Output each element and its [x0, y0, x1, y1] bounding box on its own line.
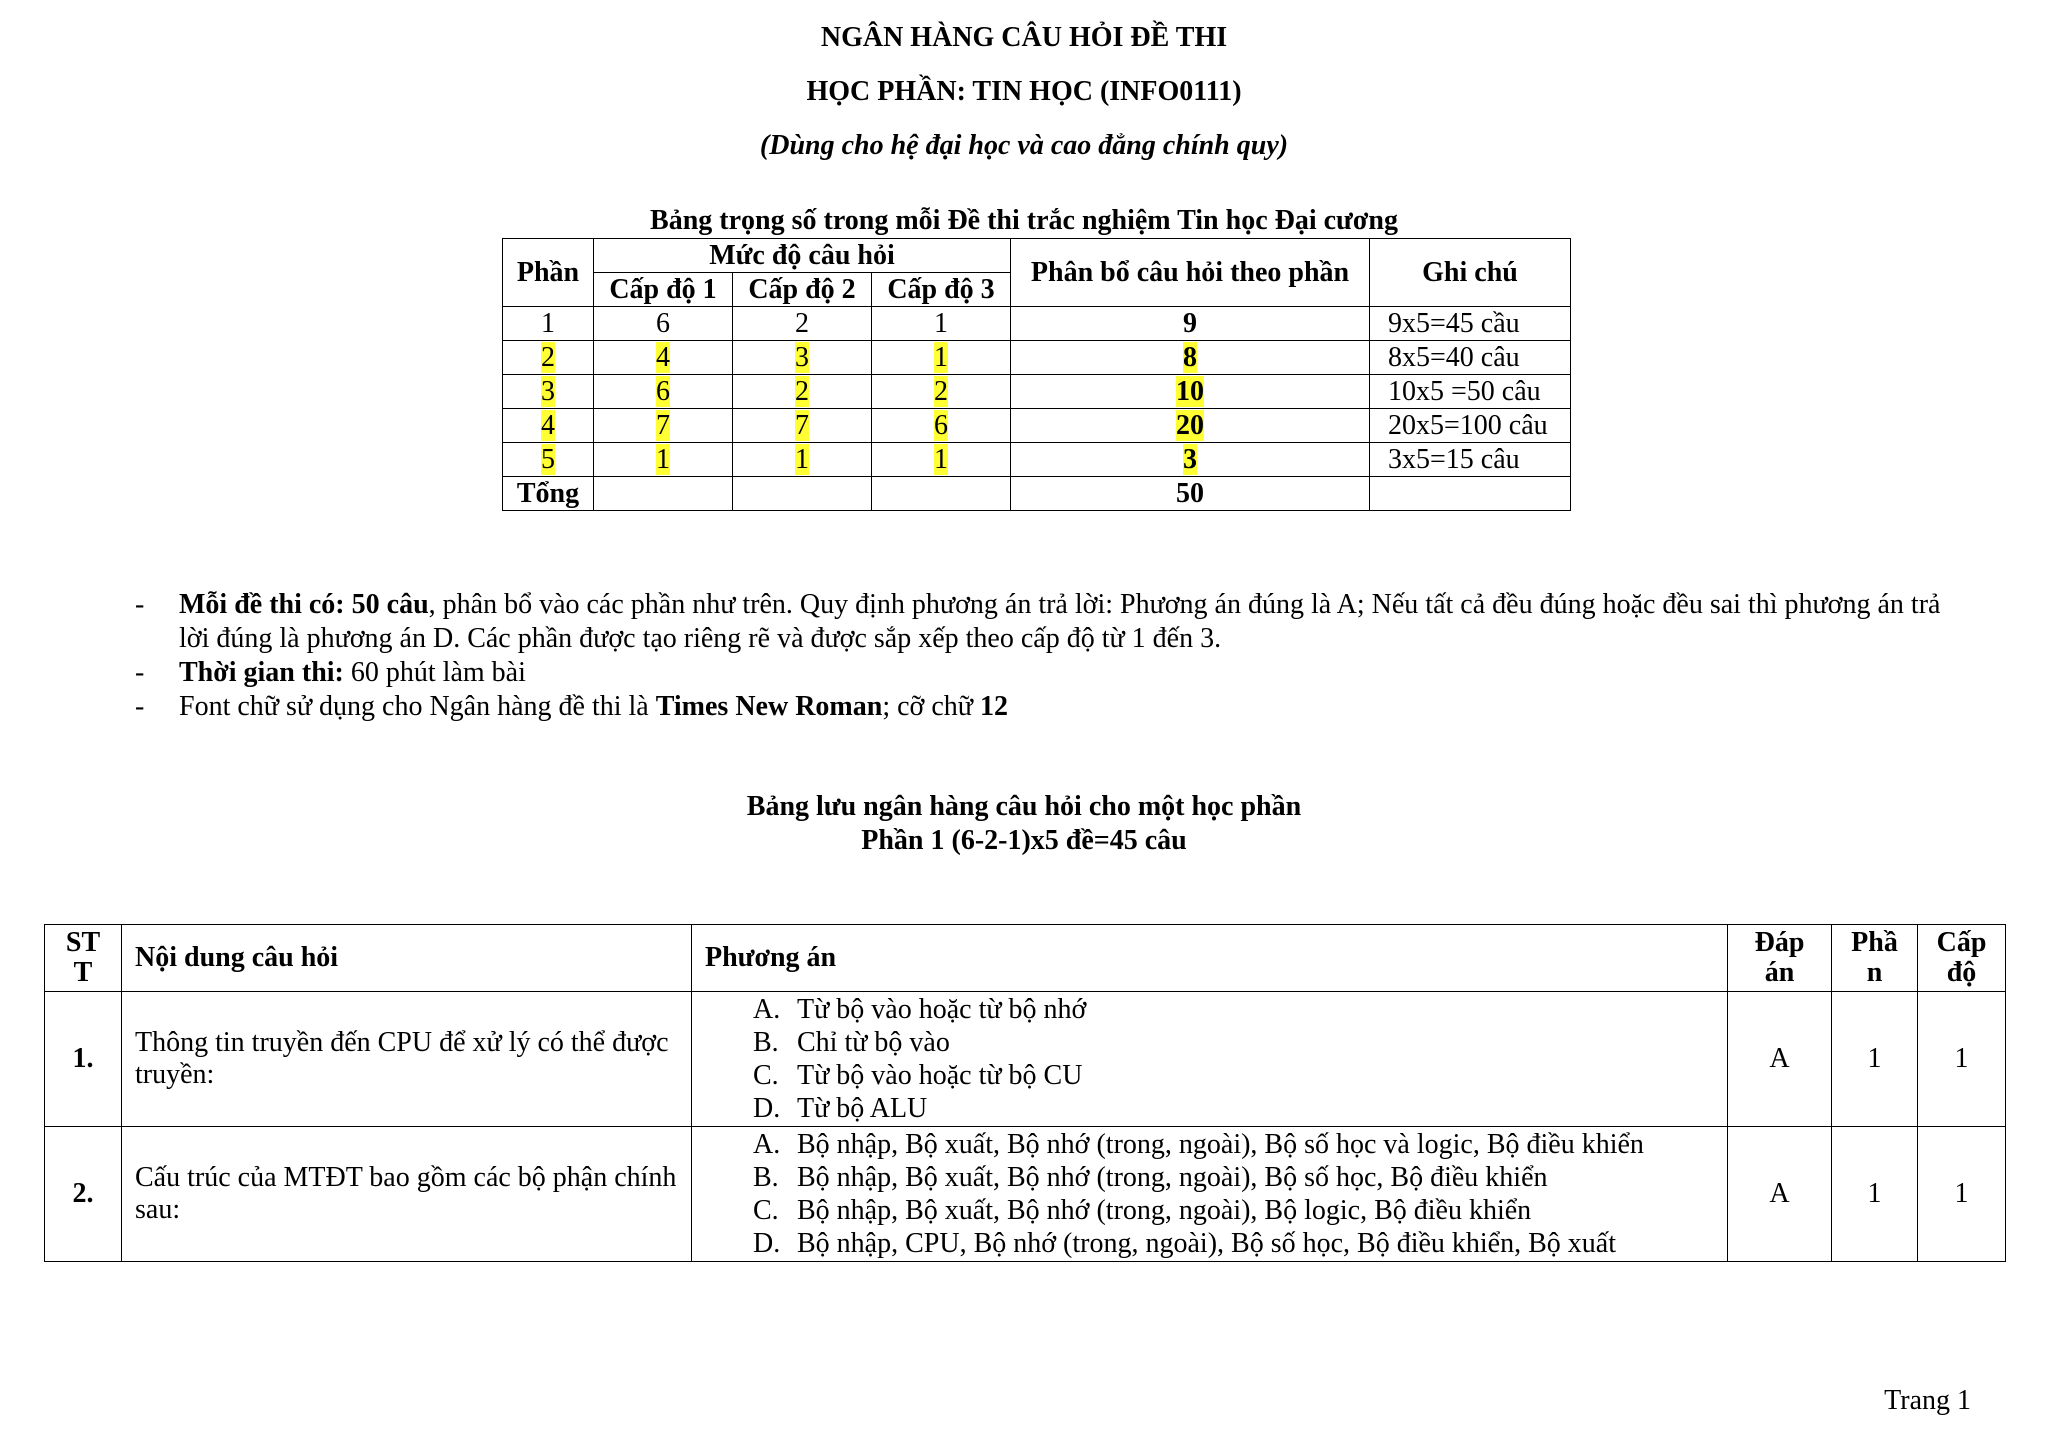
cell-note: 3x5=15 câu [1370, 443, 1571, 477]
rule-3-font: Times New Roman [655, 691, 883, 722]
cell-level-1: 7 [656, 409, 670, 441]
header-options: Phương án [692, 925, 1728, 992]
bank-subcaption: Phần 1 (6-2-1)x5 đề=45 câu [861, 825, 1187, 856]
weight-table [502, 238, 1571, 511]
cell-level-3: 6 [934, 409, 948, 441]
option-item: A. Bộ nhập, Bộ xuất, Bộ nhớ (trong, ngoài), Bộ số học và logic, Bộ điều khiển [753, 1129, 1644, 1160]
cell-part: 5 [541, 443, 555, 475]
table-header-row [45, 925, 2006, 992]
header-level-1: Cấp độ 1 [594, 273, 733, 307]
cell-question: Cấu trúc của MTĐT bao gồm các bộ phận chính sau: [122, 1127, 692, 1262]
cell-empty [872, 477, 1011, 511]
cell-part: 1 [503, 307, 594, 341]
cell-sum-total: 50 [1011, 477, 1370, 511]
cell-part: 3 [541, 375, 555, 407]
cell-empty [1370, 477, 1571, 511]
rules-list [135, 588, 1965, 724]
table-row [503, 307, 1571, 341]
cell-empty [594, 477, 733, 511]
cell-answer: A [1728, 1127, 1832, 1262]
cell-part: 2 [541, 341, 555, 373]
option-item: A. Từ bộ vào hoặc từ bộ nhớ [753, 994, 1087, 1025]
header-note: Ghi chú [1370, 239, 1571, 307]
table-row [503, 443, 1571, 477]
cell-level-1: 4 [656, 341, 670, 373]
question-bank-table [44, 924, 2006, 1262]
option-item: B. Chỉ từ bộ vào [753, 1027, 950, 1058]
cell-level-3: 1 [934, 443, 948, 475]
dash-bullet: - [135, 657, 145, 688]
course-title: HỌC PHẦN: TIN HỌC (INFO0111) [806, 76, 1242, 107]
option-item: D. Từ bộ ALU [753, 1093, 928, 1124]
dash-bullet: - [135, 691, 145, 722]
cell-empty [733, 477, 872, 511]
cell-total: 3 [1183, 443, 1197, 475]
dash-bullet: - [135, 589, 145, 620]
cell-level-1: 1 [656, 443, 670, 475]
header-level: Cấp độ [1918, 925, 2006, 992]
bank-caption: Bảng lưu ngân hàng câu hỏi cho một học phần [746, 791, 1302, 822]
weight-table-caption: Bảng trọng số trong mỗi Đề thi trắc nghiệm Tin học Đại cương [650, 205, 1398, 236]
option-item: C. Từ bộ vào hoặc từ bộ CU [753, 1060, 1083, 1091]
cell-part: 1 [1832, 1127, 1918, 1262]
cell-note: 20x5=100 câu [1370, 409, 1571, 443]
cell-note: 9x5=45 cầu [1370, 307, 1571, 341]
table-row [503, 409, 1571, 443]
rule-3-mid: ; cỡ chữ [882, 691, 980, 722]
cell-level-2: 3 [795, 341, 809, 373]
cell-level-1: 6 [594, 307, 733, 341]
header-answer: Đáp án [1728, 925, 1832, 992]
rule-1-text: , phân bổ vào các phần như trên. Quy định phương án trả lời: Phương án đúng là A; Nếu tất cả đều đúng hoặc đều sai thì phương án trả lời đúng là phương án D. Các phần được tạo riêng rẽ và được sắp xếp theo cấp độ từ 1 đến 3. [179, 589, 1941, 654]
cell-level-3: 1 [872, 307, 1011, 341]
option-item: B. Bộ nhập, Bộ xuất, Bộ nhớ (trong, ngoài), Bộ số học, Bộ điều khiển [753, 1162, 1548, 1193]
cell-note: 10x5 =50 câu [1370, 375, 1571, 409]
header-allocation: Phân bổ câu hỏi theo phần [1011, 239, 1370, 307]
table-row-sum [503, 477, 1571, 511]
table-row [45, 992, 2006, 1127]
cell-answer: A [1728, 992, 1832, 1127]
document-subtitle: (Dùng cho hệ đại học và cao đẳng chính quy) [759, 130, 1289, 161]
cell-options [692, 992, 1728, 1127]
rule-item [135, 690, 1965, 724]
rule-3-text: Font chữ sử dụng cho Ngân hàng đề thi là [179, 691, 656, 722]
cell-total: 10 [1176, 375, 1204, 407]
cell-question: Thông tin truyền đến CPU để xử lý có thể được truyền: [122, 992, 692, 1127]
cell-level: 1 [1918, 992, 2006, 1127]
table-row [503, 375, 1571, 409]
cell-stt: 2. [45, 1127, 122, 1262]
cell-stt: 1. [45, 992, 122, 1127]
rule-item [135, 588, 1965, 656]
cell-level-3: 2 [934, 375, 948, 407]
cell-level-1: 6 [656, 375, 670, 407]
cell-level: 1 [1918, 1127, 2006, 1262]
header-level-3: Cấp độ 3 [872, 273, 1011, 307]
header-level-group: Mức độ câu hỏi [594, 239, 1011, 273]
cell-total: 8 [1183, 341, 1197, 373]
cell-options [692, 1127, 1728, 1262]
header-part: Phần [503, 239, 594, 307]
header-question: Nội dung câu hỏi [122, 925, 692, 992]
cell-level-2: 7 [795, 409, 809, 441]
cell-note: 8x5=40 câu [1370, 341, 1571, 375]
cell-level-2: 2 [795, 375, 809, 407]
rule-2-bold: Thời gian thi: [179, 657, 344, 688]
cell-part: 4 [541, 409, 555, 441]
cell-level-2: 2 [733, 307, 872, 341]
option-item: D. Bộ nhập, CPU, Bộ nhớ (trong, ngoài), Bộ số học, Bộ điều khiển, Bộ xuất [753, 1228, 1616, 1259]
header-level-2: Cấp độ 2 [733, 273, 872, 307]
cell-total: 20 [1176, 409, 1204, 441]
header-stt: ST T [45, 925, 122, 992]
rule-3-size: 12 [979, 691, 1008, 722]
cell-level-3: 1 [934, 341, 948, 373]
table-row [503, 341, 1571, 375]
table-row [45, 1127, 2006, 1262]
rule-2-text: 60 phút làm bài [343, 657, 526, 688]
rule-1-bold: Mỗi đề thi có: 50 câu [179, 589, 429, 620]
cell-total: 9 [1011, 307, 1370, 341]
header-part: Phầ n [1832, 925, 1918, 992]
cell-part: 1 [1832, 992, 1918, 1127]
option-item: C. Bộ nhập, Bộ xuất, Bộ nhớ (trong, ngoài), Bộ logic, Bộ điều khiển [753, 1195, 1532, 1226]
document-title: NGÂN HÀNG CÂU HỎI ĐỀ THI [820, 22, 1228, 53]
cell-level-2: 1 [795, 443, 809, 475]
cell-sum-label: Tổng [503, 477, 594, 511]
page-number: Trang 1 [1884, 1385, 1971, 1416]
rule-item [135, 656, 1965, 690]
